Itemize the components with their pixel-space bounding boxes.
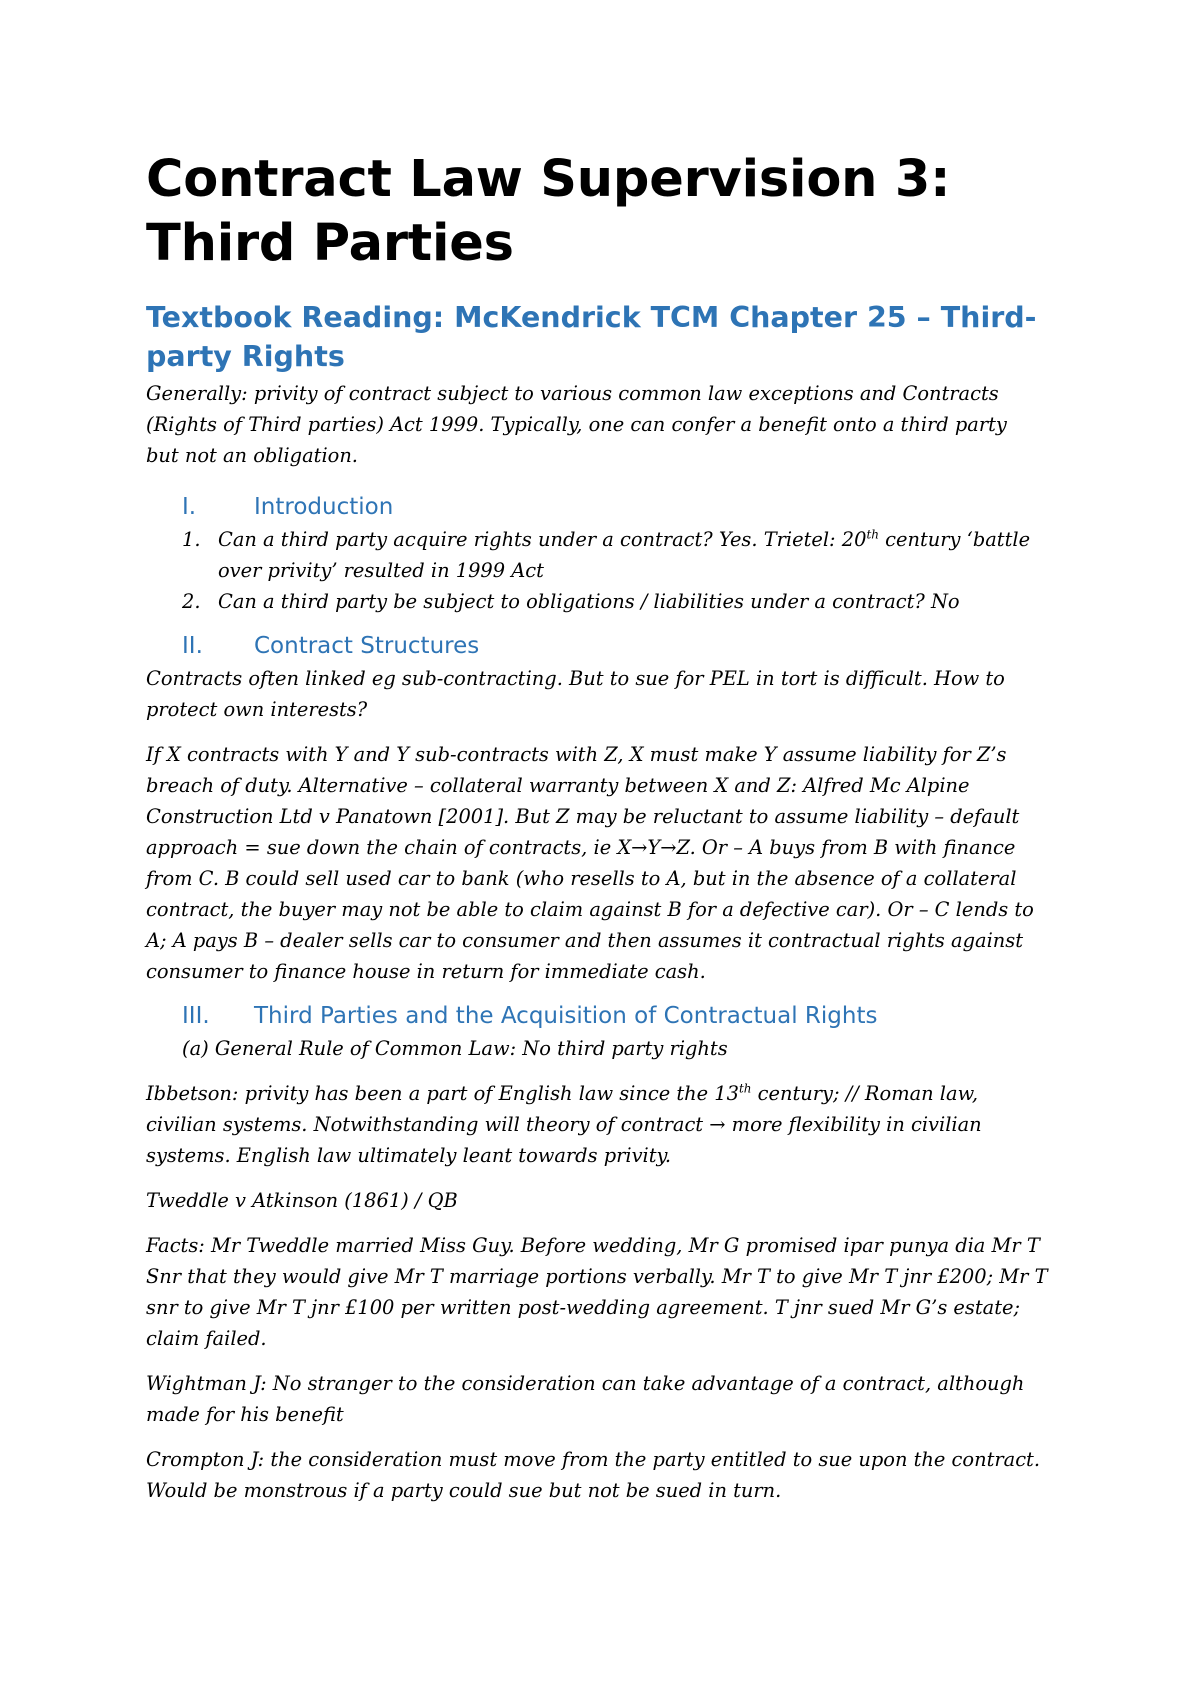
list-item-number: 2. (182, 590, 201, 613)
list-item (146, 524, 1061, 586)
intro-line: Generally: privity of contract subject to various common law exceptions and Contracts (146, 382, 999, 405)
case-citation: Tweddle v Atkinson (1861) / QB (146, 1189, 458, 1212)
paragraph-line: from C. B could sell used car to bank (who resells to A, but in the absence of a collateral (146, 867, 1017, 890)
paragraph-line: A; A pays B – dealer sells car to consumer and then assumes it contractual rights against (146, 929, 1024, 952)
paragraph-line: contract, the buyer may not be able to claim against B for a defective car). Or – C lends to (146, 898, 1034, 921)
intro-line: (Rights of Third parties) Act 1999. Typically, one can confer a benefit onto a third party (146, 413, 1007, 436)
section-title: Third Parties and the Acquisition of Contractual Rights (254, 1003, 878, 1029)
title-line-2: Third Parties (146, 214, 514, 273)
list-item-number: 1. (182, 528, 201, 551)
section-title: Introduction (254, 494, 394, 520)
paragraph-line: Wightman J: No stranger to the consideration can take advantage of a contract, although (146, 1372, 1025, 1395)
section-number: III. (182, 1003, 210, 1029)
paragraph-line: breach of duty. Alternative – collateral warranty between X and Z: Alfred Mc Alpine (146, 774, 970, 797)
section-title: Contract Structures (254, 633, 480, 659)
crompton-paragraph (146, 1444, 1061, 1506)
intro-paragraph (146, 378, 1061, 471)
document-content (146, 148, 1061, 1506)
superscript: th (738, 1081, 752, 1096)
document-title (146, 148, 1061, 276)
superscript: th (866, 527, 879, 542)
paragraph-line: approach = sue down the chain of contracts, ie X→Y→Z. Or – A buys from B with finance (146, 836, 1016, 859)
paragraph-line: systems. English law ultimately leant towards privity. (146, 1144, 672, 1167)
paragraph-line: Snr that they would give Mr T marriage portions verbally. Mr T to give Mr T jnr £200; Mr T (146, 1265, 1048, 1288)
intro-line: but not an obligation. (146, 444, 358, 467)
subheading: (a) General Rule of Common Law: No third party rights (182, 1037, 728, 1060)
paragraph-line: consumer to finance house in return for immediate cash. (146, 960, 706, 983)
paragraph-line: Would be monstrous if a party could sue but not be sued in turn. (146, 1479, 782, 1502)
textbook-heading (146, 298, 1061, 376)
list-item-text: Can a third party acquire rights under a contract? Yes. Trietel: 20 (218, 528, 867, 551)
heading-line-1: Textbook Reading: McKendrick TCM Chapter 25 – Third- (146, 301, 1037, 334)
wightman-paragraph (146, 1368, 1061, 1430)
paragraph-line: Ibbetson: privity has been a part of English law since the 13 (146, 1082, 739, 1105)
paragraph-line: century; // Roman law, (751, 1082, 979, 1105)
section-heading-third-parties (146, 1001, 1061, 1031)
paragraph (146, 739, 1061, 987)
section-heading-contract-structures (146, 631, 1061, 661)
title-line-1: Contract Law Supervision 3: (146, 150, 951, 209)
section-number: I. (182, 494, 197, 520)
list-item-text: Can a third party be subject to obligations / liabilities under a contract? No (218, 590, 960, 613)
paragraph-line: Contracts often linked eg sub-contracting. But to sue for PEL in tort is difficult. How to (146, 667, 1005, 690)
section-number: II. (182, 633, 203, 659)
paragraph-line: snr to give Mr T jnr £100 per written post-wedding agreement. T jnr sued Mr G’s estate; (146, 1296, 1021, 1319)
paragraph (146, 1078, 1061, 1171)
paragraph-line: made for his benefit (146, 1403, 344, 1426)
paragraph-line: claim failed. (146, 1327, 267, 1350)
paragraph-line: Construction Ltd v Panatown [2001]. But Z may be reluctant to assume liability – default (146, 805, 1020, 828)
section-heading-introduction (146, 492, 1061, 522)
paragraph-line: protect own interests? (146, 698, 368, 721)
paragraph-line: civilian systems. Notwithstanding will theory of contract → more flexibility in civilian (146, 1113, 982, 1136)
list-item-text: century ‘battle (879, 528, 1031, 551)
facts-paragraph (146, 1230, 1061, 1354)
list-item (146, 586, 1061, 617)
paragraph-line: If X contracts with Y and Y sub-contracts with Z, X must make Y assume liability for Z’s (146, 743, 1007, 766)
list-item-text: over privity’ resulted in 1999 Act (218, 559, 544, 582)
paragraph-line: Crompton J: the consideration must move from the party entitled to sue upon the contract. (146, 1448, 1041, 1471)
paragraph (146, 663, 1061, 725)
introduction-list (146, 524, 1061, 617)
paragraph-line: Facts: Mr Tweddle married Miss Guy. Before wedding, Mr G promised ipar punya dia Mr T (146, 1234, 1040, 1257)
heading-line-2: party Rights (146, 340, 345, 373)
